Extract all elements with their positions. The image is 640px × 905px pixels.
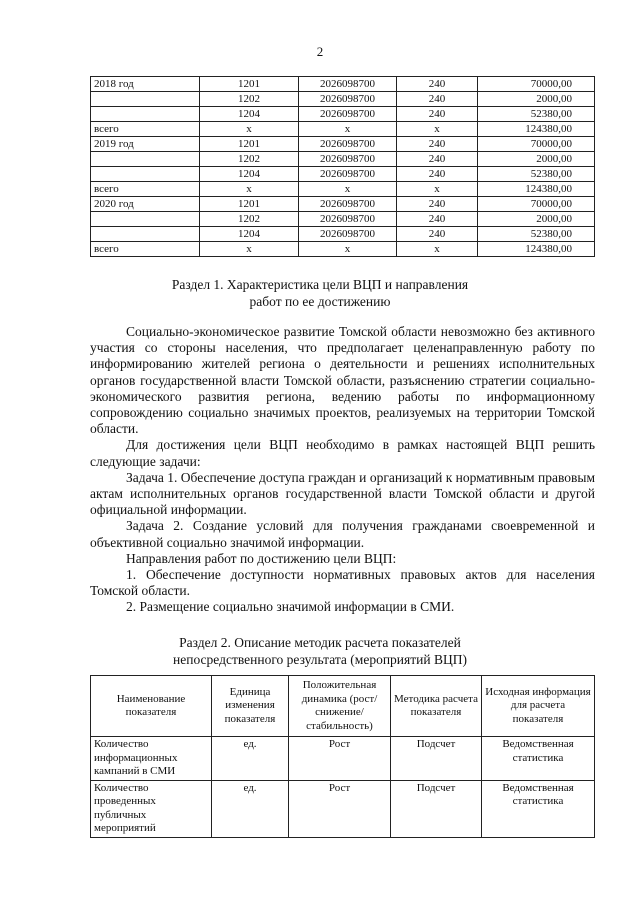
table-cell: 1202	[200, 92, 299, 107]
table-cell: 2026098700	[299, 212, 397, 227]
table-cell	[91, 152, 200, 167]
table-cell: 2020 год	[91, 197, 200, 212]
table-cell: 1201	[200, 77, 299, 92]
table-row	[91, 227, 595, 242]
paragraph: 1. Обеспечение доступности нормативных правовых актов для населения Томской области.	[90, 567, 595, 599]
table-cell: Подсчет	[391, 737, 482, 781]
table-row	[91, 197, 595, 212]
table-row	[91, 92, 595, 107]
paragraph: Направления работ по достижению цели ВЦП:	[126, 550, 397, 566]
table-cell: всего	[91, 182, 200, 197]
table-row	[91, 182, 595, 197]
section1-body	[90, 324, 595, 616]
table-cell: 2026098700	[299, 197, 397, 212]
finance-table	[90, 76, 595, 257]
table-cell: x	[299, 242, 397, 257]
table-cell: 52380,00	[478, 167, 595, 182]
paragraph: Социально-экономическое развитие Томской области невозможно без активного участия со стороны населения, что предполагает целенаправленную работу по информированию жителей региона о деятельности и решениях исполнительных органов государственной власти Томской области, разъяснению стратегии социально-экономического развития региона, ведению работы по информационному сопровождению социально значимых проектов, реализуемых на территории Томской области.	[90, 324, 595, 437]
header-cell: Наименование показателя	[91, 676, 212, 737]
table-cell: 2026098700	[299, 92, 397, 107]
table-row	[91, 780, 595, 837]
table-row	[91, 152, 595, 167]
table-cell: Количество информационных кампаний в СМИ	[91, 737, 212, 781]
table-cell: 2026098700	[299, 167, 397, 182]
paragraph: Для достижения цели ВЦП необходимо в рамках настоящей ВЦП решить следующие задачи:	[90, 437, 595, 469]
table-cell: Рост	[289, 780, 391, 837]
table-cell: 240	[397, 137, 478, 152]
section2-title-line1: Раздел 2. Описание методик расчета показателей	[179, 635, 461, 650]
header-cell: Исходная информация для расчета показателя	[482, 676, 595, 737]
table-cell: 240	[397, 107, 478, 122]
table-row	[91, 737, 595, 781]
table-cell: x	[299, 122, 397, 137]
table-cell: 240	[397, 92, 478, 107]
table-cell: 240	[397, 167, 478, 182]
table-cell: x	[397, 122, 478, 137]
section2-title-line2: непосредственного результата (мероприятий ВЦП)	[173, 652, 467, 667]
table-cell: x	[200, 182, 299, 197]
table-cell: 70000,00	[478, 197, 595, 212]
table-row	[91, 137, 595, 152]
table-cell: всего	[91, 122, 200, 137]
table-cell: 2000,00	[478, 152, 595, 167]
table-cell: 2000,00	[478, 212, 595, 227]
table-cell: 70000,00	[478, 77, 595, 92]
page-number: 2	[316, 44, 324, 59]
table-cell: 1202	[200, 212, 299, 227]
table-cell: 240	[397, 77, 478, 92]
table-cell: x	[397, 242, 478, 257]
table-cell: 1204	[200, 107, 299, 122]
table-cell: ед.	[212, 780, 289, 837]
table-cell: 1202	[200, 152, 299, 167]
table-cell: 240	[397, 197, 478, 212]
table-cell: 2026098700	[299, 137, 397, 152]
table-cell: 124380,00	[478, 122, 595, 137]
table-row	[91, 107, 595, 122]
table-row	[91, 242, 595, 257]
table-cell: 240	[397, 227, 478, 242]
table-cell: 2019 год	[91, 137, 200, 152]
section1-heading	[0, 276, 640, 310]
table-cell: 240	[397, 152, 478, 167]
table-cell: x	[200, 242, 299, 257]
table-header-row	[91, 676, 595, 737]
table-cell: 52380,00	[478, 227, 595, 242]
paragraph: 2. Размещение социально значимой информации в СМИ.	[126, 599, 455, 615]
table-cell: 124380,00	[478, 182, 595, 197]
table-cell: 2026098700	[299, 152, 397, 167]
section1-title-line1: Раздел 1. Характеристика цели ВЦП и направления	[171, 277, 469, 292]
table-cell: Подсчет	[391, 780, 482, 837]
table-row	[91, 212, 595, 227]
table-cell: x	[299, 182, 397, 197]
table-cell: 2018 год	[91, 77, 200, 92]
table-cell: 124380,00	[478, 242, 595, 257]
header-cell: Методика расчета показателя	[391, 676, 482, 737]
table-cell	[91, 167, 200, 182]
table-cell: x	[200, 122, 299, 137]
table-cell: 1201	[200, 197, 299, 212]
table-cell: 2000,00	[478, 92, 595, 107]
table-cell	[91, 212, 200, 227]
table-cell: 2026098700	[299, 107, 397, 122]
table-cell: Ведомственная статистика	[482, 780, 595, 837]
table-cell: 240	[397, 212, 478, 227]
paragraph: Задача 1. Обеспечение доступа граждан и организаций к нормативным правовым актам исполнительных органов государственной власти Томской области и другой официальной информации.	[90, 469, 595, 518]
header-cell: Положительная динамика (рост/снижение/ стабильность)	[289, 676, 391, 737]
table-cell: ед.	[212, 737, 289, 781]
table-row	[91, 167, 595, 182]
table-cell: Рост	[289, 737, 391, 781]
section1-title-line2: работ по ее достижению	[249, 294, 391, 309]
table-row	[91, 77, 595, 92]
table-cell: 1201	[200, 137, 299, 152]
table-cell: 1204	[200, 227, 299, 242]
table-cell: всего	[91, 242, 200, 257]
indicators-table	[90, 675, 595, 838]
table-cell: x	[397, 182, 478, 197]
table-cell: 52380,00	[478, 107, 595, 122]
table-cell: 1204	[200, 167, 299, 182]
table-cell	[91, 227, 200, 242]
table-cell: 70000,00	[478, 137, 595, 152]
header-cell: Единица изменения показателя	[212, 676, 289, 737]
table-row	[91, 122, 595, 137]
table-cell: Количество проведенных публичных мероприятий	[91, 780, 212, 837]
table-cell: Ведомственная статистика	[482, 737, 595, 781]
paragraph: Задача 2. Создание условий для получения гражданами своевременной и объективной социально значимой информации.	[90, 518, 595, 550]
table-cell	[91, 107, 200, 122]
table-cell	[91, 92, 200, 107]
table-cell: 2026098700	[299, 77, 397, 92]
table-cell: 2026098700	[299, 227, 397, 242]
section2-heading	[0, 634, 640, 668]
